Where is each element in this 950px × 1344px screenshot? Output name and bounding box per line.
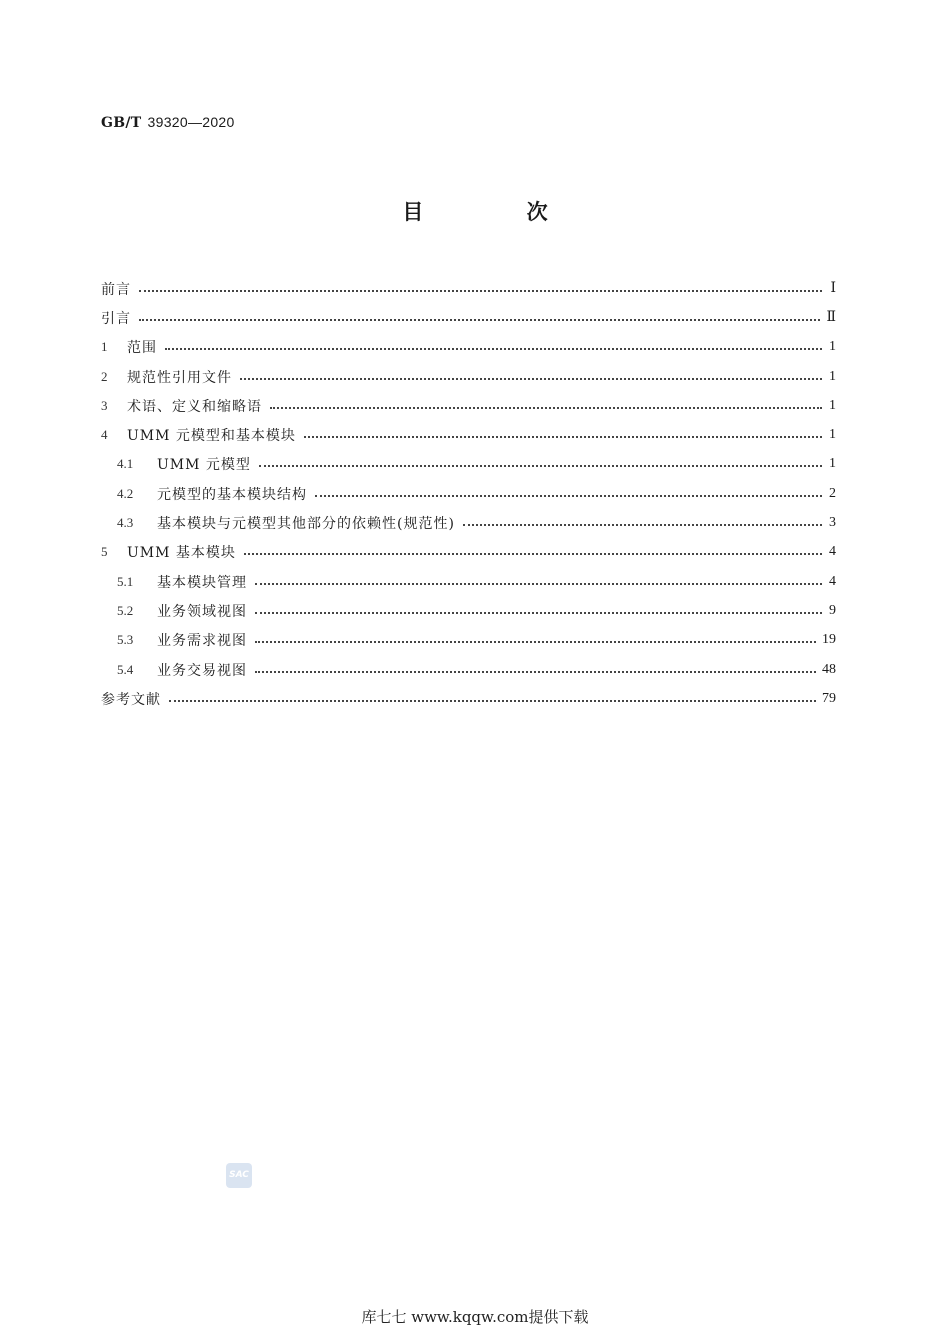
toc-entry-page: 3 (829, 515, 836, 531)
toc-dot-leader (255, 583, 822, 585)
toc-entry-page: 1 (829, 427, 836, 443)
toc-dot-leader (304, 436, 822, 438)
toc-entry-label: 前言 (101, 281, 131, 298)
toc-entry-label: 业务需求视图 (157, 633, 247, 650)
toc-entry-page: 4 (829, 544, 836, 560)
toc-entry[interactable] (101, 655, 836, 684)
toc-entry-page: 4 (829, 573, 836, 589)
toc-entry-number: 4 (101, 427, 108, 443)
toc-entry-label: 元模型的基本模块结构 (157, 486, 307, 503)
toc-entry-number: 5.1 (117, 573, 134, 589)
toc-entry-label: 参考文献 (101, 691, 161, 708)
toc-entry-label: 基本模块与元模型其他部分的依赖性(规范性) (157, 516, 455, 533)
toc-dot-leader (259, 465, 822, 467)
toc-entry-label: 引言 (101, 310, 131, 327)
toc-dot-leader (270, 407, 822, 409)
toc-dot-leader (315, 495, 822, 497)
toc-entry-number: 1 (101, 339, 108, 355)
toc-dot-leader (165, 348, 822, 350)
toc-entry-number: 4.1 (117, 456, 134, 472)
toc-entry-page: 19 (822, 632, 836, 648)
toc-entry-page: 1 (829, 397, 836, 413)
toc-entry-number: 5.2 (117, 602, 134, 618)
toc-entry-number: 5.4 (117, 661, 134, 677)
toc-entry[interactable] (101, 391, 836, 420)
toc-entry[interactable] (101, 479, 836, 508)
toc-entry[interactable] (101, 362, 836, 391)
sac-logo: SAC (226, 1163, 252, 1188)
toc-dot-leader (169, 700, 816, 702)
toc-entry[interactable] (101, 333, 836, 362)
toc-entry-label: 基本模块管理 (157, 574, 247, 591)
standard-prefix: GB/T (101, 115, 142, 131)
toc-entry-label: UMM 元模型 (157, 457, 251, 474)
toc-dot-leader (139, 290, 822, 292)
toc-entry-number: 5.3 (117, 632, 134, 648)
toc-entry[interactable] (101, 508, 836, 537)
toc-entry-label: 业务领域视图 (157, 603, 247, 620)
footer-download-note: 库七七 www.kqqw.com提供下载 (361, 1308, 589, 1326)
toc-title: 目 次 (402, 200, 596, 224)
toc-entry-page: 1 (829, 368, 836, 384)
toc-entry-page: Ⅱ (826, 310, 836, 326)
toc-dot-leader (255, 671, 816, 673)
toc-entry-label: 规范性引用文件 (127, 369, 232, 386)
toc-dot-leader (255, 641, 816, 643)
toc-entry[interactable] (101, 538, 836, 567)
toc-entry-page: 2 (829, 485, 836, 501)
toc-entry-page: 1 (829, 456, 836, 472)
toc-entry-page: 48 (822, 661, 836, 677)
toc-entry[interactable] (101, 626, 836, 655)
toc-entry-page: Ⅰ (830, 281, 836, 297)
toc-entry-label: 范围 (127, 340, 157, 357)
standard-number: 39320—2020 (147, 114, 235, 130)
toc-entry[interactable] (101, 567, 836, 596)
toc-entry[interactable] (101, 596, 836, 625)
toc-entry-label: UMM 基本模块 (127, 545, 236, 562)
standard-code (101, 114, 235, 131)
toc-entry-number: 5 (101, 544, 108, 560)
table-of-contents (101, 274, 836, 713)
toc-entry-number: 4.3 (117, 515, 134, 531)
toc-entry-page: 1 (829, 339, 836, 355)
toc-entry-page: 79 (822, 690, 836, 706)
toc-entry-number: 3 (101, 397, 108, 413)
toc-entry-number: 2 (101, 368, 108, 384)
toc-dot-leader (463, 524, 822, 526)
toc-entry[interactable] (101, 684, 836, 713)
toc-dot-leader (240, 378, 822, 380)
toc-dot-leader (255, 612, 822, 614)
toc-entry-label: 业务交易视图 (157, 662, 247, 679)
toc-entry[interactable] (101, 274, 836, 303)
toc-dot-leader (139, 319, 820, 321)
toc-entry-page: 9 (829, 602, 836, 618)
toc-entry[interactable] (101, 420, 836, 449)
toc-entry-label: 术语、定义和缩略语 (127, 398, 262, 415)
toc-entry[interactable] (101, 303, 836, 332)
toc-entry[interactable] (101, 450, 836, 479)
toc-entry-label: UMM 元模型和基本模块 (127, 428, 296, 445)
toc-dot-leader (244, 553, 822, 555)
toc-entry-number: 4.2 (117, 485, 134, 501)
